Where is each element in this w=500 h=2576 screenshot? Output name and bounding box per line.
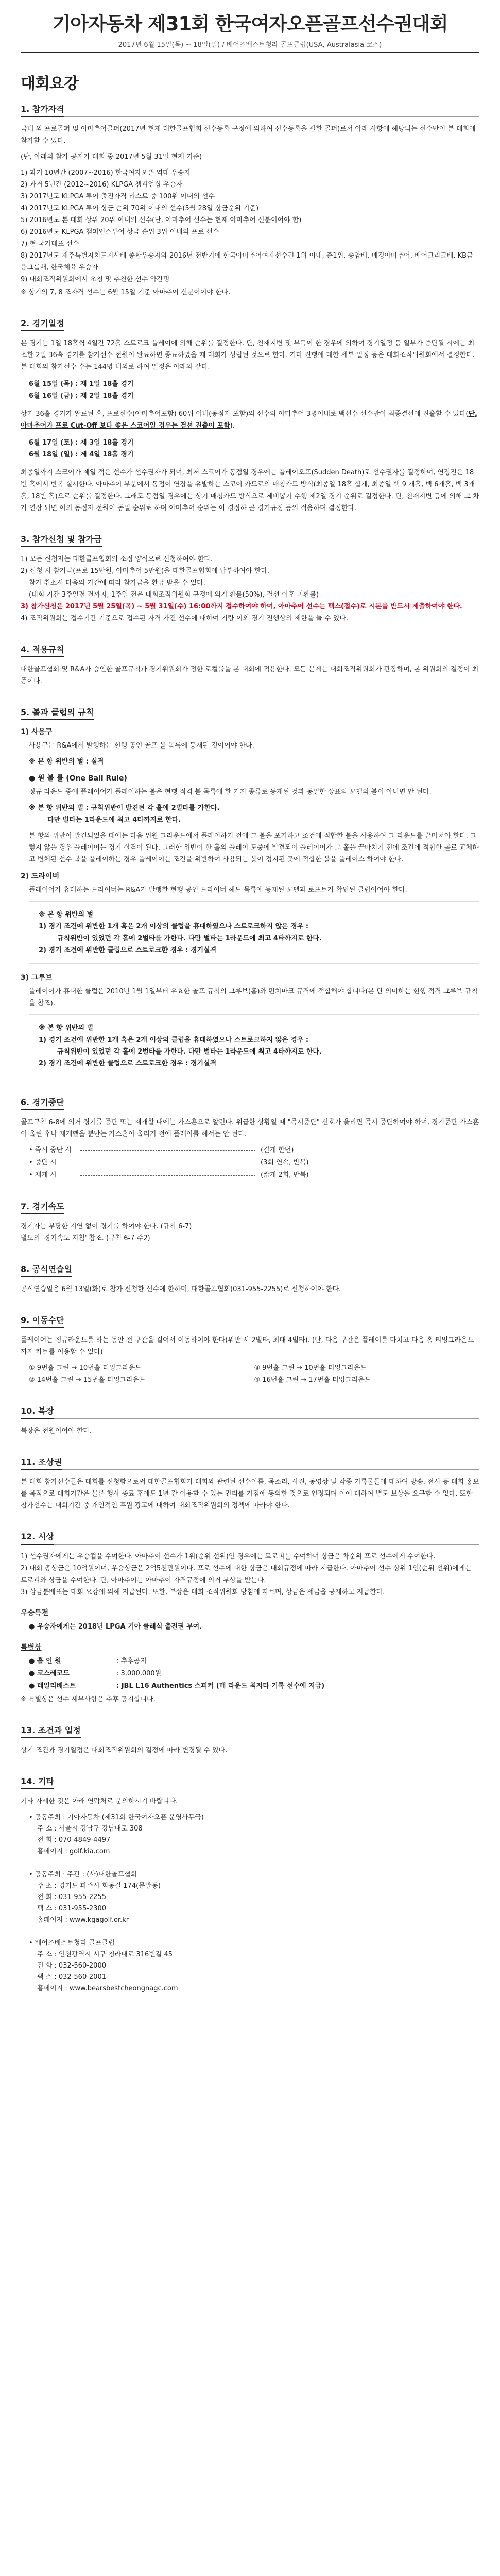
penalty-box <box>29 901 479 964</box>
horn-signal-row <box>29 1169 479 1181</box>
contact-row: 주 소 : 인천광역시 서구 청라대로 316번길 45 <box>37 1951 173 1958</box>
penalty: 2) 경기 조건에 위반한 클럽으로 스트로크한 경우 : 경기실격 <box>39 946 217 954</box>
contact-row: 주 소 : 서울시 강남구 강남대로 308 <box>37 1825 143 1833</box>
schedule-day: 6월 16일 (금) : 제 2일 18홀 경기 <box>29 392 134 400</box>
list-item: 3) 2017년도 KLPGA 투어 출전자격 리스트 중 100위 이내의 선수 <box>21 193 215 200</box>
section-title: 12. 시상 <box>21 1530 54 1545</box>
subheading: 특별상 <box>21 1643 42 1652</box>
section-changes <box>21 1724 479 1756</box>
section-title: 7. 경기속도 <box>21 1200 64 1214</box>
section-title: 9. 이동수단 <box>21 1314 64 1328</box>
contact-kia <box>29 1811 479 1857</box>
horn-line <box>80 1150 255 1151</box>
paragraph: 최종일까지 스크어가 제일 적은 선수가 선수권자가 되며, 최저 스코어가 동점일 경우에는 플레이오프(Sudden Death)로 선수권자를 결정하며, 연장전은 18번 홀에서 반복 실시한다. 아마추어 부문에서 동점이 연장을 유발하는 스코어 카드로의 매칭카드 방식(최종일 18홀 합계, 최종일 백 9 개홀, 백 6개홀, 백 3개홀, 18번 홀)으로 순위를 결정한다. 그래도 동점일 경우에는 상기 매칭카드 방식으로 제비뽑기 수행 제2일 경기 순위로 결정한다. 단, 천재지변 등에 의해 그 차가 연장 되면 이외 동점자 전원이 동일 순위로 하며 아마추어 순위는 이 경정하 곧 경기규정 등의 적용하며 결정한다. <box>21 469 479 512</box>
section-title: 11. 조상권 <box>21 1455 62 1470</box>
schedule-days-2 <box>21 437 479 461</box>
list-item: 2) 대회 총상금은 10억원이며, 우승상금은 2억5천만원이다. 프로 선수에 대한 상금은 대회규정에 따라 지급한다. 아마추어 선수 상위 1인(순위 선위)에게는 트로피와 상금을 수여한다. 단, 아마추어는 아마추어 자격규정에 의거 부상을 받는다. <box>21 1565 472 1584</box>
contact-org: • 공동주최 : 기아자동차 (제31회 한국여자오픈 운영사무국) <box>29 1814 204 1821</box>
section-title: 3. 참가신청 및 참가금 <box>21 533 102 547</box>
contact-row: 주 소 : 경기도 파주시 회동길 174(문발동) <box>37 1882 161 1890</box>
paragraph: 골프규칙 6-8에 의거 경기를 중단 또는 재개할 때에는 가스혼으로 알린다. 위급한 상황일 때 "즉시중단" 신호가 울리면 즉시 중단하여야 하며, 경기중단 가스혼이 울린 후나 재개했을 뿐만는 가스혼이 울리기 전에 플레이를 해서는 안 된다. <box>21 1118 479 1138</box>
horn-signal-row <box>29 1144 479 1157</box>
contact-link[interactable]: 홈페이지 : www.bearsbestcheongnagc.com <box>37 1985 178 1992</box>
note: ※ 상기의 7, 8 조자격 선수는 6월 15일 기준 아마추어 신분이어야 한다. <box>21 289 231 296</box>
horn-label: • 즉시 중단 시 <box>29 1146 72 1154</box>
paragraph: 플레이어가 휴대한 클럽은 2010년 1월 1일부터 유효한 골프 규칙의 그루브(홈)와 펀치마크 규격에 적합해야 합니다(본 단 의미하는 현행 적격 그루브 규칙을 참조). <box>29 988 478 1007</box>
header-divider <box>21 52 479 53</box>
groove-block <box>21 986 479 1077</box>
section-title: 2. 경기일정 <box>21 317 64 331</box>
penalty: 1) 경기 조건에 위반한 1개 혹은 2개 이상의 클럽을 휴대하였으나 스트로크하지 않은 경우 : <box>39 923 309 930</box>
section-rules <box>21 643 479 687</box>
special-prize-list <box>21 1655 479 1692</box>
paragraph: 대한골프협회 및 R&A가 승인한 골프규칙과 경기위원회가 정한 로컬룰을 본 대회에 적용한다. 모든 문제는 대회조직위원회가 관장하며, 본 위원회의 결정이 최종이다. <box>21 666 479 685</box>
prize-row <box>29 1668 479 1680</box>
paragraph-cut <box>21 408 479 432</box>
penalty: 규칙위반이 있었던 각 홀에 2벌타를 가한다. 다만 벌타는 1라운드에 최고 4타까지로 한다. <box>57 1048 322 1056</box>
prize-name: ● 홀 인 원 <box>29 1657 61 1665</box>
section-transport <box>21 1314 479 1386</box>
section-attire <box>21 1404 479 1437</box>
list-item: ③ 9번홀 그린 → 10번홀 티잉그라운드 <box>254 1364 367 1372</box>
paragraph: 경기자는 부당한 지연 없이 경기를 하여야 한다. (규칙 6-7) <box>21 1223 192 1230</box>
section-entry <box>21 533 479 624</box>
paragraph: 별도의 '경기속도 지침' 참조. (규칙 6-7 주2) <box>21 1234 150 1242</box>
schedule-days-1 <box>21 378 479 402</box>
eligibility-list <box>21 167 479 285</box>
list-item: 참가 취소시 다음의 기간에 따라 참가금을 환급 받을 수 있다. <box>29 579 205 587</box>
contact-row: 전 화 : 070-4849-4497 <box>37 1836 111 1844</box>
list-item: 2) 과거 5년간 (2012~2016) KLPGA 챔피언십 우승자 <box>21 181 183 189</box>
subheading: ● 원 볼 룰 (One Ball Rule) <box>29 774 127 783</box>
contact-details <box>29 1880 479 1926</box>
paragraph: 플레이어가 휴대하는 드라이버는 R&A가 발행한 현행 공인 드라이버 헤드 목록에 등재된 모델과 로프트가 확인된 클럽이어야 한다. <box>29 886 407 894</box>
section-title: 6. 경기중단 <box>21 1096 64 1110</box>
list-item: 7) 현 국가대표 선수 <box>21 240 79 248</box>
contact-org: • 베어즈베스트청라 골프클럽 <box>29 1939 115 1947</box>
list-item: 1) 선수권자에게는 우승컵을 수여한다. 아마추어 선수가 1위(순위 선위)인 경우에는 트로피를 수여하며 상금은 차순위 프로 선수에게 수여한다. <box>21 1553 436 1561</box>
horn-label: • 재개 시 <box>29 1171 57 1179</box>
cut-text: 상기 36홀 경기가 완료된 후, 프로선수(아마추어포함) 60위 이내(동점자 포함)의 선수와 아마추어 3명이내로 백선수 선수만이 최종결선에 진출할 수 있다( <box>21 410 469 418</box>
penalty: ※ 본 항 위반의 벌 : 규칙위반이 발견된 각 홀에 2벌타를 가한다. <box>29 804 220 812</box>
list-item: (대회 기간 3주일전 전까지, 1주일 전은 대회조직위원회 규정에 의거 환불(50%), 결선 이후 미환불) <box>29 591 319 599</box>
section-title: 13. 조건과 일정 <box>21 1724 81 1738</box>
paragraph: 본 경기는 1일 18홀씩 4일간 72홀 스트로크 플레이에 의해 순위를 결정한다. 단, 천재지변 및 부득이 한 경우에 의하여 경기일정 등 일부가 중단될 시에는 최소한 2일 36홀 경기를 참가선수 전원이 완료하면 종료하였을 때 대회가 성립된 것으로 한다. 기타 진행에 대한 세부 일정 등은 대회조직위원회에서 결정한다. 본 대회의 참가선수 수는 144명 내외로 하여 일정은 아래와 같다. <box>21 340 475 371</box>
subheading: 2) 드라이버 <box>21 872 60 880</box>
section-portrait-rights <box>21 1455 479 1512</box>
cut-text-end: ). <box>230 422 235 430</box>
paragraph: 상기 조건과 경기일정은 대회조직위원회의 결정에 따라 변경될 수 있다. <box>21 1747 228 1754</box>
paragraph: 사용구는 R&A에서 발행하는 현행 공인 골프 볼 목록에 등재된 것이어야 한다. <box>29 742 254 750</box>
horn-desc: (짧게 2회, 반복) <box>261 1171 309 1179</box>
paragraph: 본 항의 위반이 발견되었을 때에는 다음 위원 그라운드에서 플레이하기 전에 그 볼을 포기하고 조건에 적합한 볼을 사용하여 그 라운드를 끝마쳐야 한다. 그렇지 않을 경우 플레이어는 경기 실격이 된다. 그러한 위반이 한 홀의 플레이 도중에 발견되어 플레이어가 그 홀을 끝마치기 전에 조건에 적합한 볼로 교체하고 변체된 선수 볼을 플레이하는 경우 플레이어는 조건을 위반하여 사용되는 볼이 정지된 곳에 적합한 볼을 플레이스 하여야 한다. <box>29 832 479 863</box>
list-item: 4) 2017년도 KLPGA 투어 상금 순위 70위 이내의 선수(5월 28일 상금순위 기준) <box>21 205 259 212</box>
penalty: 1) 경기 조건에 위반한 1개 혹은 2개 이상의 클럽을 휴대하였으나 스트로크하지 않은 경우 : <box>39 1036 309 1044</box>
list-item: ② 14번홀 그린 → 15번홀 티잉그라운드 <box>29 1376 146 1384</box>
note: ※ 특별상은 선수 세부사항은 추후 공지합니다. <box>21 1696 156 1703</box>
paragraph: 국내 외 프로골퍼 및 아마추어골퍼(2017년 현재 대한골프협회 선수등록 규정에 의하여 선수등록을 필한 골퍼)로서 아래 사항에 해당되는 선수만이 본 대회에 참가할 수 있다. <box>21 125 476 145</box>
section-title: 8. 공식연습일 <box>21 1263 72 1277</box>
driver-block <box>21 884 479 964</box>
subheading: 우승특전 <box>21 1609 49 1617</box>
section-schedule <box>21 317 479 514</box>
prize-value: : 3,000,000원 <box>116 1670 162 1677</box>
contact-row: 전 화 : 031-955-2255 <box>37 1893 106 1901</box>
special-benefit: ● 우승자에게는 2018년 LPGA 기아 클래식 출전권 부여. <box>29 1623 202 1631</box>
prize-value: : JBL L16 Authentics 스피커 (매 라운드 최저타 기록 선수에 지급) <box>116 1682 325 1690</box>
list-item: 5) 2016년도 본 대회 상위 20위 이내의 선수(단, 아마추어 선수는 현재 아마추어 신분이어야 함) <box>21 216 302 224</box>
section-suspension <box>21 1096 479 1181</box>
paragraph: (단, 아래의 참가 공지가 대회 중 2017년 5월 31일 현재 기준) <box>21 153 202 161</box>
section-title: 4. 적용규칙 <box>21 643 64 657</box>
section-divider <box>21 116 479 117</box>
list-item: 6) 2016년도 KLPGA 챔피언스투어 상금 순위 3위 이내의 프로 선수 <box>21 228 219 236</box>
penalty: ※ 본 항 위반의 벌 <box>39 1024 94 1032</box>
contact-details <box>29 1823 479 1857</box>
contact-link[interactable]: 홈페이지 : golf.kia.com <box>37 1848 110 1855</box>
contact-golf-club <box>29 1937 479 1994</box>
penalty: 다만 벌타는 1라운드에 최고 4타까지로 한다. <box>47 816 181 824</box>
paragraph: 본 대회 참가선수들은 대회를 신청함으로써 대한골프협회가 대회와 관련된 선수이름, 목소리, 사진, 동영상 및 각종 기록물들에 대하여 방송, 전시 등 대회 홍보를 목적으로 대회기간은 물론 행사 종료 후에도 1년 간 이용할 수 있는 권리를 가짐에 동의한 것으로 인정되며 이에 대하여 별도 보상을 요구할 수 없다. 또한 참가선수는 대회기간 중 개인적인 후원 광고에 대하여 대회조직위원회의 정책에 따라야 한다. <box>21 1478 479 1510</box>
penalty-box <box>29 1014 479 1077</box>
horn-signal-row <box>29 1157 479 1169</box>
section-ball-club <box>21 706 479 1077</box>
contact-kga <box>29 1869 479 1926</box>
list-item: 1) 과거 10년간 (2007~2016) 한국여자오픈 역대 우승자 <box>21 169 191 177</box>
horn-signals <box>21 1144 479 1181</box>
penalty: 규칙위반이 있었던 각 홀에 2벌타를 가한다. 다만 벌타는 1라운드에 최고 4타까지로 한다. <box>57 935 322 942</box>
schedule-day: 6월 18일 (일) : 제 4일 18홀 경기 <box>29 451 134 459</box>
subheading: 3) 그루브 <box>21 974 53 982</box>
prize-name: ● 데일리베스트 <box>29 1682 76 1690</box>
doc-heading: 대회요강 <box>21 75 78 93</box>
contact-org: • 공동주최 · 주관 : (사)대한골프협회 <box>29 1871 137 1878</box>
section-divider <box>21 1544 479 1545</box>
horn-desc: (3회 연속, 반복) <box>261 1159 309 1166</box>
section-divider <box>21 1469 479 1470</box>
paragraph: 정규 라운드 중에 플레이어가 플레이하는 볼은 현행 적격 볼 목록에 한 가지 종류로 등재된 것과 동일한 상표와 모델의 볼이 아니면 안 된다. <box>29 788 432 796</box>
section-divider <box>21 1418 479 1419</box>
contact-row: 전 화 : 032-560-2000 <box>37 1962 106 1970</box>
section-pace <box>21 1200 479 1244</box>
subheading: 1) 사용구 <box>21 728 53 736</box>
schedule-day: 6월 15일 (목) : 제 1일 18홀 경기 <box>29 380 134 388</box>
ball-block <box>21 740 479 866</box>
penalty: 2) 경기 조건에 위반한 클럽으로 스트로크한 경우 : 경기실격 <box>39 1060 217 1067</box>
list-item: 9) 대회조직위원회에서 초청 및 추천한 선수 약간명 <box>21 276 170 283</box>
prize-row <box>29 1680 479 1692</box>
penalty: ※ 본 항 위반의 벌 <box>39 911 94 919</box>
cart-route-list <box>21 1362 479 1386</box>
contact-row: 팩 스 : 031-955-2300 <box>37 1905 106 1912</box>
entry-deadline: 3) 참가신청은 2017년 5월 25일(목) ~ 5월 31일(수) 16:00까지 접수하여야 하며, 아마추어 선수는 팩스(접수)로 시본을 반드시 제출하여야 한다. <box>21 603 462 611</box>
penalty: ※ 본 항 위반의 벌 : 실격 <box>29 758 104 766</box>
paragraph: 복장은 전원이어야 한다. <box>21 1427 92 1435</box>
section-etc <box>21 1775 479 1994</box>
section-eligibility <box>21 103 479 298</box>
contact-details <box>29 1949 479 1994</box>
prize-name: ● 코스레코드 <box>29 1670 70 1677</box>
section-awards <box>21 1530 479 1705</box>
schedule-day: 6월 17일 (토) : 제 3일 18홀 경기 <box>29 439 134 447</box>
horn-label: • 중단 시 <box>29 1159 57 1166</box>
list-item: 1) 모든 신청자는 대한골프협회의 소정 양식으로 신청하여야 한다. <box>21 555 213 563</box>
contact-row: 팩 스 : 032-560-2001 <box>37 1973 106 1981</box>
prize-value: : 추후공지 <box>116 1657 147 1665</box>
horn-desc: (길게 한번) <box>261 1146 294 1154</box>
list-item: 3) 상금분배표는 대회 요강에 의해 지급된다. 또한, 부상은 대회 조직위원회 방침에 따르며, 상금은 세금을 공제하고 지급한다. <box>21 1588 385 1596</box>
section-title: 1. 참가자격 <box>21 103 64 117</box>
cut-highlight: 단, 아마추어가 프로 Cut-Off 보다 좋은 스코어일 경우는 결선 진출이 포함 <box>21 410 477 430</box>
list-item: ④ 16번홀 그린 → 17번홀 티잉그라운드 <box>254 1376 371 1384</box>
horn-line <box>80 1175 255 1176</box>
section-title: 10. 복장 <box>21 1404 54 1419</box>
paragraph: 공식연습일은 6월 13일(화)로 참가 신청한 선수에 한하며, 대한골프협회(031-955-2255)로 신청하여야 한다. <box>21 1285 341 1293</box>
paragraph: 플레이어는 정규라운드를 하는 동안 전 구간을 걸어서 이동하여야 한다(위반 시 2벌타, 최대 4벌타). (단, 다음 구간은 플레이를 마치고 다음 홀 티잉그라운드까지 카트를 이용할 수 있다) <box>21 1336 474 1356</box>
list-item: 4) 조직위원회는 접수기간 기준으로 접수된 자격 가진 선수에 대하여 기량 이외 경기 진행상의 제한을 둘 수 있다. <box>21 615 349 622</box>
page-subtitle: 2017년 6월 15일(목) ~ 18일(일) / 베어즈베스트청라 골프클럽(USA, Australasia 코스) <box>118 41 382 49</box>
list-item: ① 9번홀 그린 → 10번홀 티잉그라운드 <box>29 1364 142 1372</box>
section-title: 14. 기타 <box>21 1775 54 1789</box>
contact-link[interactable]: 홈페이지 : www.kgagolf.or.kr <box>37 1916 129 1924</box>
section-practice <box>21 1263 479 1295</box>
section-title: 5. 볼과 클럽의 규칙 <box>21 706 94 720</box>
page-title: 기아자동차 제31회 한국여자오픈골프선수권대회 <box>52 13 448 35</box>
list-item: 2) 신청 시 참가금(프로 15만원, 아마추어 5만원)을 대한골프협회에 납부하여야 한다. <box>21 567 270 575</box>
paragraph: 기타 자세한 것은 아래 연락처로 문의하시기 바랍니다. <box>21 1798 178 1805</box>
prize-row <box>29 1655 479 1668</box>
list-item: 8) 2017년도 제주특별자치도지사배 종합우승자와 2016년 전반기에 한국아마추어여자선수권 1위 이내, 준1위, 송암배, 매경아마추어, 베어크리크배, KB금융그룹배, 한국체육 우승자 <box>21 252 473 272</box>
